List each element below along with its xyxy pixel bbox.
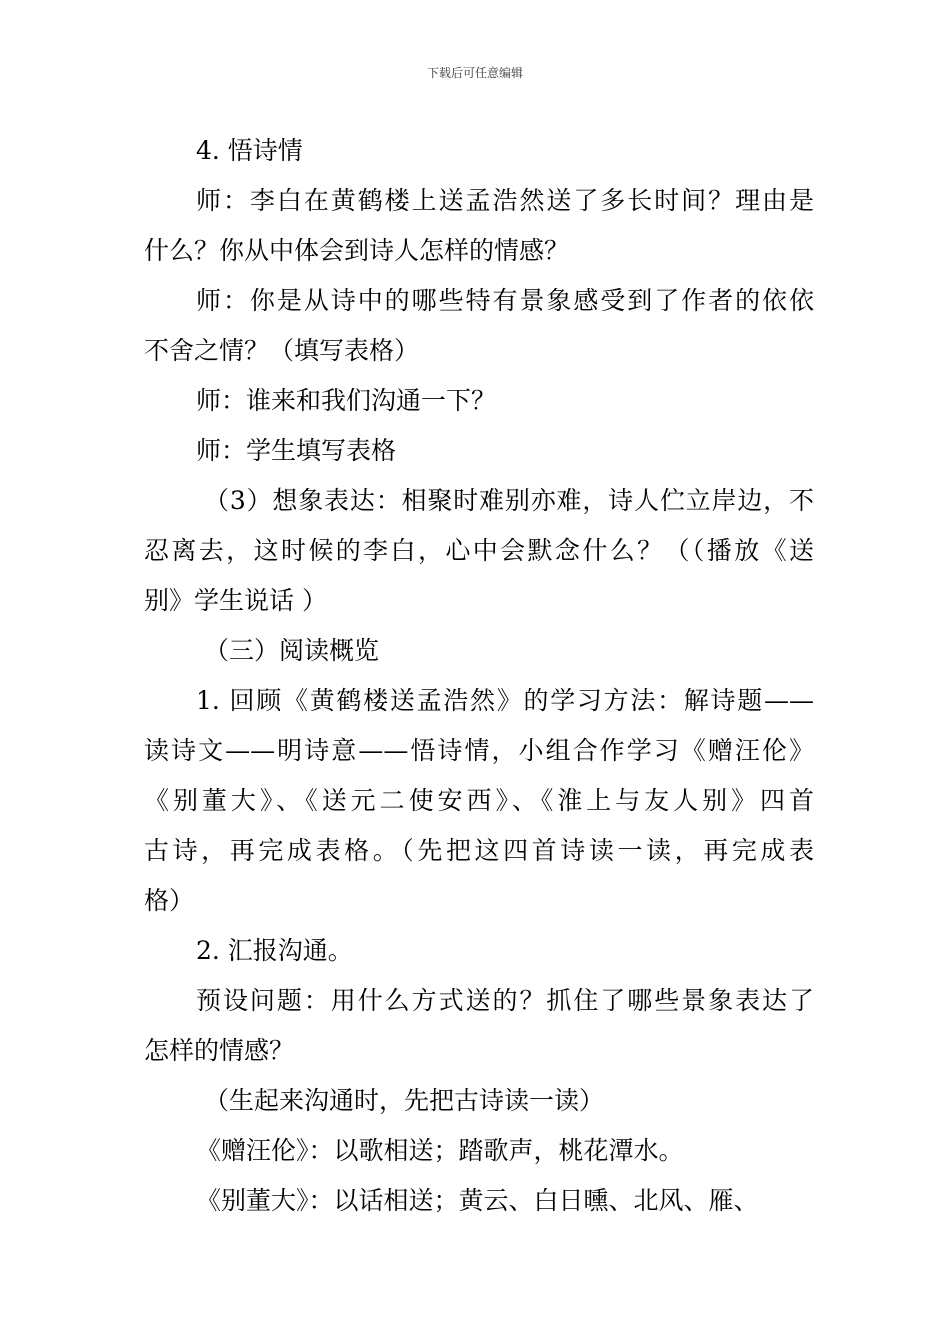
page-header-note: 下载后可任意编辑 bbox=[426, 66, 523, 80]
paragraph-line: 怎样的情感？ bbox=[144, 1036, 295, 1065]
paragraph-line: 预设问题：用什么方式送的？抓住了哪些景象表达了 bbox=[196, 986, 814, 1015]
paragraph-line: 《别董大》、《送元二使安西》、《淮上与友人别》四首 bbox=[144, 786, 814, 815]
paragraph-line: 师：谁来和我们沟通一下？ bbox=[196, 386, 497, 415]
paragraph-line: （生起来沟通时，先把古诗读一读） bbox=[204, 1086, 605, 1115]
paragraph-line: 师：你是从诗中的哪些特有景象感受到了作者的依依 bbox=[196, 286, 814, 315]
paragraph-line: 别》学生说话 ） bbox=[144, 586, 327, 615]
paragraph-line: 读诗文——明诗意——悟诗情，小组合作学习《赠汪伦》 bbox=[144, 736, 814, 765]
paragraph-line: 不舍之情？（填写表格） bbox=[144, 336, 420, 365]
paragraph-line: 什么？你从中体会到诗人怎样的情感？ bbox=[144, 236, 570, 265]
section-heading-4: 4. 悟诗情 bbox=[196, 136, 303, 165]
section-heading-3: （三）阅读概览 bbox=[204, 636, 380, 665]
paragraph-line: 《赠汪伦》：以歌相送；踏歌声，桃花潭水。 bbox=[196, 1136, 684, 1165]
paragraph-line: 师：李白在黄鹤楼上送孟浩然送了多长时间？理由是 bbox=[196, 186, 814, 215]
paragraph-line: 古诗，再完成表格。（先把这四首诗读一读，再完成表 bbox=[144, 836, 814, 865]
paragraph-line: 1. 回顾《黄鹤楼送孟浩然》的学习方法：解诗题—— bbox=[196, 686, 814, 715]
section-heading-2: 2. 汇报沟通。 bbox=[196, 936, 353, 965]
document-body bbox=[144, 126, 814, 1226]
paragraph-line: （3）想象表达：相聚时难别亦难，诗人伫立岸边，不 bbox=[204, 486, 814, 515]
paragraph-line: 格） bbox=[144, 886, 195, 915]
paragraph-line: 师：学生填写表格 bbox=[196, 436, 397, 465]
paragraph-line: 忍离去，这时候的李白，心中会默念什么？（（播放《送 bbox=[144, 536, 814, 565]
paragraph-line: 《别董大》：以话相送；黄云、白日曛、北风、雁、 bbox=[196, 1186, 759, 1215]
